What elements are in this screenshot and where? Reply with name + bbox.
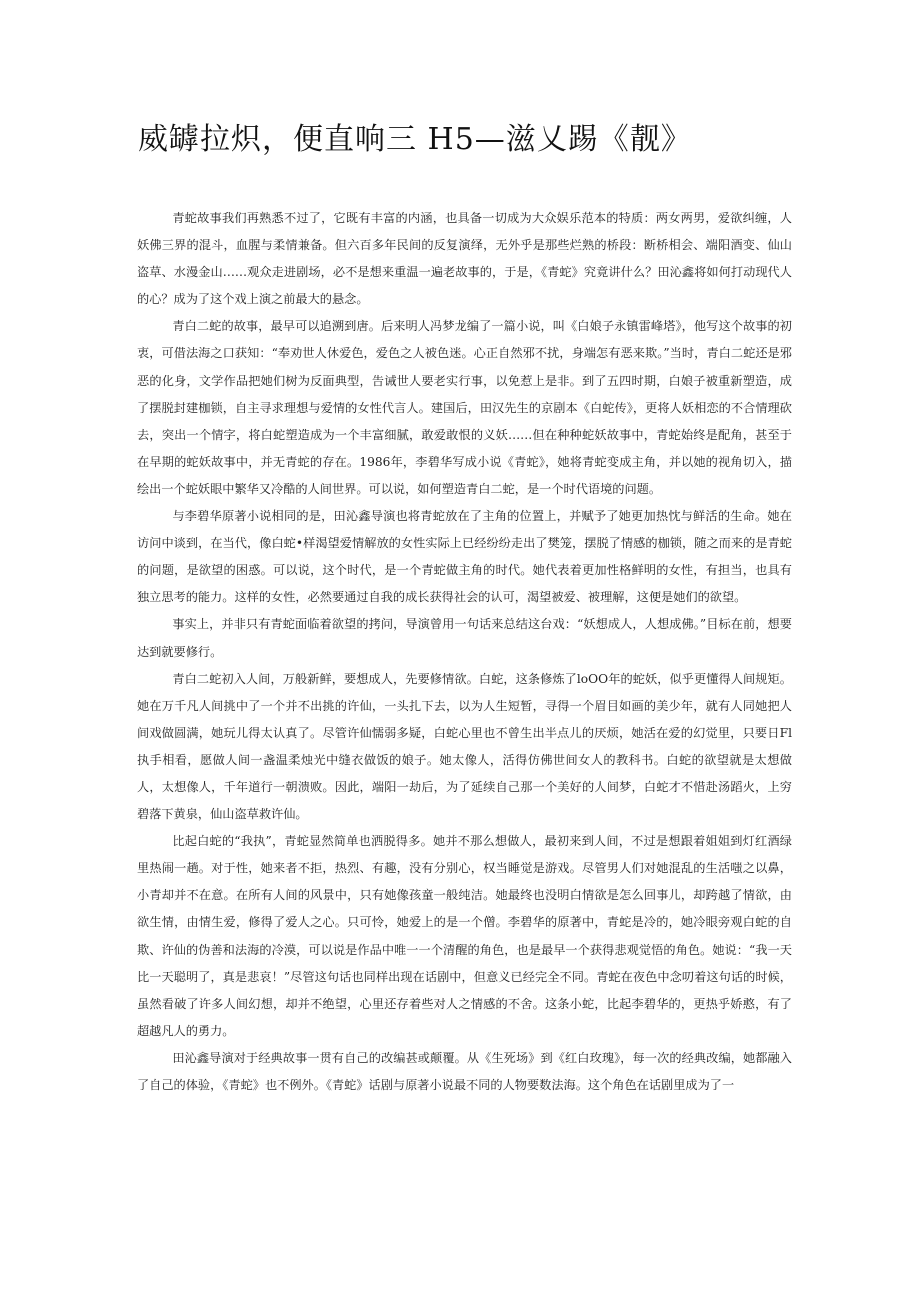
paragraph: 与李碧华原著小说相同的是，田沁鑫导演也将青蛇放在了主角的位置上，并赋予了她更加热忱与鲜活的生命。她在访问中谈到，在当代，像白蛇•样渴望爱情解放的女性实际上已经纷纷走出了樊笼，摆脱了情感的枷锁，随之而来的是青蛇的问题，是欲望的困惑。可以说，这个时代，是一个青蛇做主角的时代。她代表着更加性格鲜明的女性，有担当，也具有独立思考的能力。这样的女性，必然要通过自我的成长获得社会的认可，渴望被爱、被理解，这便是她们的欲望。: [137, 509, 792, 605]
document-body: [137, 205, 792, 1099]
paragraph: 青白二蛇初入人间，万般新鲜，要想成人，先要修情欲。白蛇，这条修炼了loOO年的蛇妖，似乎更懂得人间规矩。她在万千凡人间挑中了一个并不出挑的许仙，一头扎下去，以为人生短暂，寻得一个眉目如画的美少年，就有人同她把人间戏做圆满，她玩儿得太认真了。尽管许仙懦弱多疑，白蛇心里也不曾生出半点儿的厌烦，她活在爱的幻觉里，只要日Fl执手相看，愿做人间一盏温柔烛光中缝衣做饭的娘子。她太像人，活得仿佛世间女人的教科书。白蛇的欲望就是太想做人，太想像人，千年道行一朝溃败。因此，端阳一劫后，为了延续自己那一个美好的人间梦，白蛇才不惜赴汤蹈火，上穷碧落下黄泉，仙山盗草救许仙。: [137, 671, 792, 822]
paragraph: 田沁鑫导演对于经典故事一贯有自己的改编甚或颠覆。从《生死场》到《红白玫瑰》，每一次的经典改编，她都融入了自己的体验，《青蛇》也不例外。《青蛇》话剧与原著小说最不同的人物要数法海。这个角色在话剧里成为了一: [137, 1050, 792, 1092]
paragraph: 青蛇故事我们再熟悉不过了，它既有丰富的内涵，也具备一切成为大众娱乐范本的特质：两女两男，爱欲纠缠，人妖佛三界的混斗，血腥与柔情兼备。但六百多年民间的反复演绎，无外乎是那些烂熟的桥段：断桥相会、端阳酒变、仙山盗草、水漫金山……观众走进剧场，必不是想来重温一遍老故事的，于是，《青蛇》究竟讲什么？田沁鑫将如何打动现代人的心？成为了这个戏上演之前最大的悬念。: [137, 211, 792, 307]
paragraph: 青白二蛇的故事，最早可以追溯到唐。后来明人冯梦龙编了一篇小说，叫《白娘子永镇雷峰塔》，他写这个故事的初衷，可借法海之口获知：“奉劝世人休爱色，爱色之人被色迷。心正自然邪不扰，身端怎有恶来欺。”当时，青白二蛇还是邪恶的化身，文学作品把她们树为反面典型，告诫世人要老实行事，以免惹上是非。到了五四时期，白娘子被重新塑造，成了摆脱封建枷锁，自主寻求理想与爱情的女性代言人。建国后，田汉先生的京剧本《白蛇传》，更将人妖相恋的不合情理砍去，突出一个情字，将白蛇塑造成为一个丰富细腻，敢爱敢恨的义妖……但在种种蛇妖故事中，青蛇始终是配角，甚至于在早期的蛇妖故事中，并无青蛇的存在。1986年，李碧华写成小说《青蛇》，她将青蛇变成主角，并以她的视角切入，描绘出一个蛇妖眼中繁华又冷酷的人间世界。可以说，如何塑造青白二蛇，是一个时代语境的问题。: [137, 319, 792, 496]
paragraph: 事实上，并非只有青蛇面临着欲望的拷问，导演曾用一句话来总结这台戏：“妖想成人，人想成佛。”目标在前，想要达到就要修行。: [137, 617, 792, 659]
paragraph: 比起白蛇的“我执”，青蛇显然简单也洒脱得多。她并不那么想做人，最初来到人间，不过是想跟着姐姐到灯红酒绿里热闹一趟。对于性，她来者不拒，热烈、有趣，没有分别心，权当睡觉是游戏。尽管男人们对她混乱的生活嗤之以鼻，小青却并不在意。在所有人间的风景中，只有她像孩童一般纯洁。她最终也没明白情欲是怎么回事儿，却跨越了情欲，由欲生情，由情生爱，修得了爱人之心。只可怜，她爱上的是一个僧。李碧华的原著中，青蛇是冷的，她冷眼旁观白蛇的自欺、许仙的伪善和法海的冷漠，可以说是作品中唯一一个清醒的角色，也是最早一个获得悲观觉悟的角色。她说：“我一天比一天聪明了，真是悲哀！”尽管这句话也同样出现在话剧中，但意义已经完全不同。青蛇在夜色中念叨着这句话的时候，虽然看破了许多人间幻想，却并不绝望，心里还存着些对人之情感的不舍。这条小蛇，比起李碧华的，更热乎娇憨，有了超越凡人的勇力。: [137, 834, 792, 1038]
document-title: 威罅拉炽，便直响三 H5—滋乂踢《靓》: [138, 122, 692, 157]
